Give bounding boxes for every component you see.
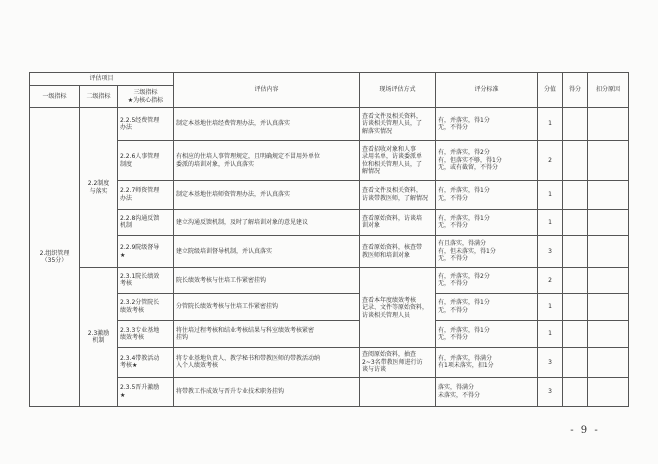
got-cell xyxy=(563,235,588,267)
content-header: 评估内容 xyxy=(174,73,360,108)
method-cell: 查看原始资料，访谈培 训对象 xyxy=(360,209,436,235)
score-cell: 2 xyxy=(538,140,563,180)
reason-cell xyxy=(588,320,629,347)
standard-cell: 有，并落实，得2分 无，不得分 xyxy=(436,268,538,293)
score-cell: 3 xyxy=(538,377,563,406)
reason-cell xyxy=(588,348,629,377)
level3-cell: 2.2.9院级督导 ★ xyxy=(118,235,174,267)
method-cell xyxy=(360,377,436,406)
reason-cell xyxy=(588,209,629,235)
level3-cell: 2.3.4带教活动 考核★ xyxy=(118,348,174,377)
reason-cell xyxy=(588,235,629,267)
standard-cell: 有，并落实，得1分 无，不得分 xyxy=(436,181,538,209)
content-cell: 有相应的住培人事管理规定，且明确规定不冒用外单位 委派的培训对象，并认真落实 xyxy=(174,140,360,180)
table-row xyxy=(30,377,629,406)
method-cell: 查看本年度绩效考核 记录、文件等原始资料， 访谈相关管理人员 xyxy=(360,268,436,348)
table-row xyxy=(30,348,629,377)
level3-cell: 2.2.6人事管理 制度 xyxy=(118,140,174,180)
standard-cell: 有，并落实，得1分 无，不得分 xyxy=(436,293,538,320)
reason-cell xyxy=(588,181,629,209)
method-cell: 查看文件及相关资料， 访谈相关管理人员，了 解落实情况 xyxy=(360,108,436,140)
reason-cell xyxy=(588,293,629,320)
standard-cell: 有，并落实，得1分 无，不得分 xyxy=(436,320,538,347)
level3-cell: 2.3.2分管院长 绩效考核 xyxy=(118,293,174,320)
standard-cell: 落实，得满分 未落实，不得分 xyxy=(436,377,538,406)
table-row xyxy=(30,268,629,293)
header-row-1 xyxy=(30,73,629,86)
got-cell xyxy=(563,377,588,406)
standard-cell: 有，并落实，得1分 无，不得分 xyxy=(436,108,538,140)
content-cell: 制定本基地住培经费管理办法，并认真落实 xyxy=(174,108,360,140)
level3-header xyxy=(118,86,174,108)
score-cell: 2 xyxy=(538,268,563,293)
level1-header: 一级指标 xyxy=(30,86,80,108)
method-cell: 查看招收对象和人事 录用名单，访谈委派单 位和相关管理人员，了 解情况 xyxy=(360,140,436,180)
table-row xyxy=(30,209,629,235)
score-cell: 3 xyxy=(538,235,563,267)
level2-cell-2-3: 2.3激励 机制 xyxy=(80,268,118,407)
reason-header: 扣分原因 xyxy=(588,73,629,108)
standard-cell: 有，并落实，得满分 有1项未落实，扣1分 xyxy=(436,348,538,377)
content-cell: 分管院长绩效考核与住培工作紧密挂钩 xyxy=(174,293,360,320)
score-cell: 1 xyxy=(538,320,563,347)
got-cell xyxy=(563,268,588,293)
got-cell xyxy=(563,209,588,235)
reason-cell xyxy=(588,268,629,293)
level3-header-line2: ★为核心指标 xyxy=(127,96,164,104)
content-cell: 制定本基地住培师资管理办法，并认真落实 xyxy=(174,181,360,209)
got-header: 得分 xyxy=(563,73,588,108)
reason-cell xyxy=(588,108,629,140)
level3-cell: 2.3.3专业基地 绩效考核 xyxy=(118,320,174,347)
standard-cell: 有，并落实，得1分 无，不得分 xyxy=(436,209,538,235)
score-cell: 3 xyxy=(538,348,563,377)
evaluation-table xyxy=(29,72,629,407)
level3-cell: 2.3.1院长绩效 考核 xyxy=(118,268,174,293)
level3-cell: 2.2.5经费管理 办法 xyxy=(118,108,174,140)
eval-items-header: 评估项目 xyxy=(30,73,174,86)
score-cell: 1 xyxy=(538,108,563,140)
table-row xyxy=(30,235,629,267)
table-row xyxy=(30,140,629,180)
standard-cell: 有且落实，得满分 有，但未落实，得1分 无，不得分 xyxy=(436,235,538,267)
table-row xyxy=(30,108,629,140)
content-cell: 建立沟通反馈机制，及时了解培训对象的意见建议 xyxy=(174,209,360,235)
content-cell: 将专业基地负责人、教学秘书和带教医师的带教活动纳 入个人绩效考核 xyxy=(174,348,360,377)
method-cell: 查看原始资料，核查带 教医师和培训对象 xyxy=(360,235,436,267)
level1-cell: 2.组织管理 （35分） xyxy=(30,108,80,407)
method-header: 现场评估方式 xyxy=(360,73,436,108)
content-cell: 将带教工作成效与晋升专业技术职务挂钩 xyxy=(174,377,360,406)
page-number: - 9 - xyxy=(570,425,600,436)
got-cell xyxy=(563,108,588,140)
got-cell xyxy=(563,320,588,347)
standard-header: 评分标准 xyxy=(436,73,538,108)
table-row xyxy=(30,181,629,209)
score-header: 分值 xyxy=(538,73,563,108)
method-cell: 查阅原始资料，抽查 2~3名带教医师进行访 谈与访谈 xyxy=(360,348,436,377)
score-cell: 1 xyxy=(538,181,563,209)
standard-cell: 有，并落实，得2分 有，但落实不够，得1分 无，或有截留，不得分 xyxy=(436,140,538,180)
reason-cell xyxy=(588,377,629,406)
got-cell xyxy=(563,140,588,180)
level3-header-line1: 三级指标 xyxy=(133,89,158,97)
content-cell: 建立院级培训督导机制，并认真落实 xyxy=(174,235,360,267)
got-cell xyxy=(563,181,588,209)
got-cell xyxy=(563,293,588,320)
score-cell: 1 xyxy=(538,293,563,320)
score-cell: 1 xyxy=(538,209,563,235)
content-cell: 将住培过程考核和结业考核结果与科室绩效考核紧密 挂钩 xyxy=(174,320,360,347)
table-row xyxy=(30,320,629,347)
level2-cell-2-2: 2.2制度 与落实 xyxy=(80,108,118,268)
content-cell: 院长绩效考核与住培工作紧密挂钩 xyxy=(174,268,360,293)
level3-cell: 2.3.5晋升激励 ★ xyxy=(118,377,174,406)
level2-header: 二级指标 xyxy=(80,86,118,108)
level3-cell: 2.2.8沟通反馈 机制 xyxy=(118,209,174,235)
reason-cell xyxy=(588,140,629,180)
method-cell: 查看文件及相关资料， 访谈带教医师，了解情况 xyxy=(360,181,436,209)
got-cell xyxy=(563,348,588,377)
table-row xyxy=(30,293,629,320)
level3-cell: 2.2.7师资管理 办法 xyxy=(118,181,174,209)
